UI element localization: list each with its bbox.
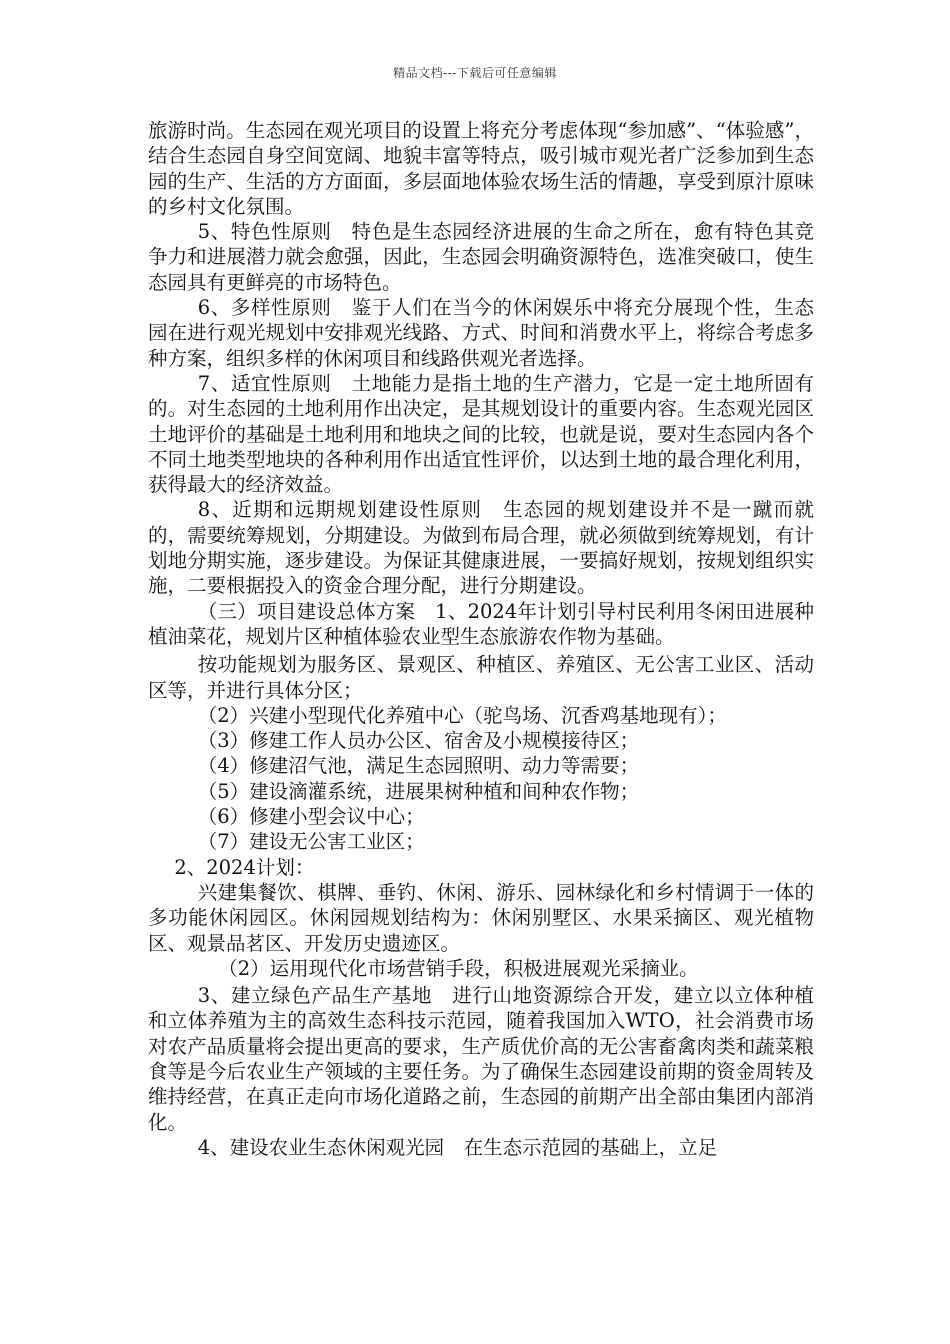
paragraph-section-3: （三）项目建设总体方案 1、2024年计划引导村民利用冬闲田进展种植油菜花，规划片区种植体验农业型生态旅游农作物为基础。 — [148, 599, 814, 648]
paragraph-principle-8: 8、近期和远期规划建设性原则 生态园的规划建设并不是一蹴而就的，需要统筹规划，分期建设。为做到布局合理，就必须做到统筹规划，有计划地分期实施，逐步建设。为保证其健康进展，一要搞好规划，按规划组织实施，二要根据投入的资金合理分配，进行分期建设。 — [148, 498, 814, 598]
paragraph-green-base: 3、建立绿色产品生产基地 进行山地资源综合开发，建立以立体种植和立体养殖为主的高效生态科技示范园，随着我国加入WTO，社会消费市场对农产品质量将会提出更高的要求，生产质优价高的无公害畜禽肉类和蔬菜粮食等是今后农业生产领域的主要任务。为了确保生态园建设前期的资金周转及维持经营，在真正走向市场化道路之前，生态园的前期产出全部由集团内部消化。 — [148, 984, 814, 1134]
paragraph-eco-park: 4、建设农业生态休闲观光园 在生态示范园的基础上，立足 — [197, 1135, 718, 1159]
list-item-4: （4）修建沼气池，满足生态园照明、动力等需要； — [197, 754, 640, 778]
paragraph-principle-7: 7、适宜性原则 土地能力是指土地的生产潜力，它是一定土地所固有的。对生态园的土地利用作出决定，是其规划设计的重要内容。生态观光园区土地评价的基础是土地利用和地块之间的比较，也就是说，要对生态园内各个不同土地类型地块的各种利用作出适宜性评价，以达到土地的最合理化利用，获得最大的经济效益。 — [148, 371, 814, 497]
list-item-6: （6）修建小型会议中心； — [197, 805, 425, 829]
page-header: 精品文档---下载后可任意编辑 — [393, 66, 557, 80]
paragraph-functional-plan: 按功能规划为服务区、景观区、种植区、养殖区、无公害工业区、活动区等，并进行具体分区； — [148, 653, 814, 702]
document-body — [148, 118, 814, 1160]
paragraph-principle-6: 6、多样性原则 鉴于人们在当今的休闲娱乐中将充分展现个性，生态园在进行观光规划中安排观光线路、方式、时间和消费水平上，将综合考虑多种方案，组织多样的休闲项目和线路供观光者选择。 — [148, 296, 814, 370]
paragraph-principle-5: 5、特色性原则 特色是生态园经济进展的生命之所在，愈有特色其竞争力和进展潜力就会愈强，因此，生态园会明确资源特色，选准突破口，使生态园具有更鲜亮的市场特色。 — [148, 220, 814, 294]
paragraph-tourism-fashion: 旅游时尚。生态园在观光项目的设置上将充分考虑体现“参加感”、“体验感”，结合生态园自身空间宽阔、地貌丰富等特点，吸引城市观光者广泛参加到生态园的生产、生活的方方面面，多层面地体验农场生活的情趣，享受到原汁原味的乡村文化氛围。 — [148, 119, 814, 218]
paragraph-plan-2: 2、2024计划： — [174, 855, 315, 879]
list-item-5: （5）建设滴灌系统，进展果树种植和间种农作物； — [197, 779, 640, 803]
paragraph-marketing: （2）运用现代化市场营销手段，积极进展观光采摘业。 — [218, 956, 699, 980]
list-item-2: （2）兴建小型现代化养殖中心（驼鸟场、沉香鸡基地现有）； — [197, 703, 727, 727]
list-item-7: （7）建设无公害工业区； — [197, 830, 425, 854]
list-item-3: （3）修建工作人员办公区、宿舍及小规模接待区； — [197, 729, 640, 753]
paragraph-leisure-park: 兴建集餐饮、棋牌、垂钓、休闲、游乐、园林绿化和乡村情调于一体的多功能休闲园区。休闲园规划结构为：休闲别墅区、水果采摘区、观光植物区、观景品茗区、开发历史遗迹区。 — [148, 880, 814, 955]
